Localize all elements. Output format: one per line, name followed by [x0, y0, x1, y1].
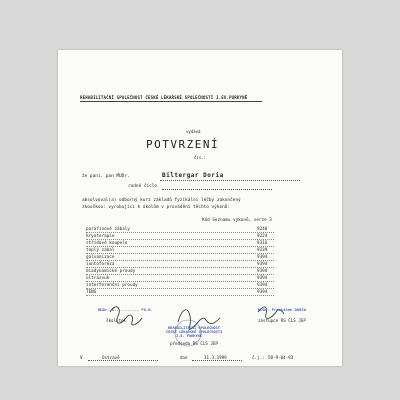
procedure-name: interferenční proudy [86, 283, 138, 288]
center-stamp-line-2: ČESKÉ LÉKAŘSKÉ SPOLEČNOSTI [166, 330, 223, 334]
right-stamp-text: MUDr. František DORIA [258, 307, 307, 312]
document-title: POTVRZENÍ [146, 138, 220, 151]
procedure-name: iontoforéza [86, 262, 115, 267]
paragraph-line-2: zkouškou: vyrobující k úkolům v provádění těchto výkonů: [82, 205, 231, 210]
procedure-name: teplý zábal [86, 248, 115, 253]
right-signature-label: zástupce RS ČLS JEP [258, 318, 306, 323]
center-stamp-line-1: REHABILITAČNÍ SPOLEČNOST [168, 326, 220, 330]
reference-value: 50-9-04-93 [268, 355, 294, 360]
procedure-code: 9394 [257, 276, 268, 281]
center-stamp-line-3: J.E. PURKYNĚ [176, 334, 202, 338]
birth-number-label: rodné číslo [128, 184, 158, 189]
procedure-code: 9394 [257, 290, 268, 295]
date-value: 31.3.1999 [204, 355, 227, 360]
left-stamp-text: MUDr. K.........., Ph.D. [98, 307, 153, 312]
place-value: Ostravě [102, 355, 120, 360]
procedure-name: TENS [86, 290, 97, 295]
document-header: REHABILITAČNÍ SPOLEČNOST ČESKÉ LÉKAŘSKÉ SPOLEČNOSTI J.EV.PURKYNĚ [80, 95, 248, 100]
procedure-code: 9224 [257, 234, 268, 239]
procedure-code: 9394 [257, 283, 268, 288]
procedure-name: parafínové zábaly [86, 227, 130, 232]
procedure-name: diadynamické proudy [86, 269, 136, 274]
procedure-code: 9316 [257, 241, 268, 246]
procedure-name: střídavé koupele [86, 241, 128, 246]
number-label: čís.: [194, 155, 207, 160]
recipient-name: Biltergar Doria [162, 172, 224, 179]
left-signature-label: školitel [106, 318, 127, 323]
procedure-name: galvanizace [86, 255, 115, 260]
procedure-code: 9394 [257, 269, 268, 274]
place-label: V [80, 355, 83, 360]
procedure-code: 9394 [257, 262, 268, 267]
place-underline [88, 360, 158, 361]
reference-label: č.j.: [252, 355, 265, 360]
paragraph-line-1: absolvoval(a) odborný kurz základů fyzikální léčby zakončený [82, 198, 241, 203]
recipient-prefix: že paní, pan MUDr. [82, 174, 130, 179]
procedure-code: 9394 [257, 255, 268, 260]
procedure-code: 9240 [257, 227, 268, 232]
procedure-name: kryoterapie [86, 234, 115, 239]
procedure-code: 9239 [257, 248, 268, 253]
date-label: dne [180, 355, 188, 360]
table-header: Kód Seznamu výkonů, verze 3 [202, 218, 272, 223]
certificate-page [58, 50, 342, 366]
procedure-name: ultrazvuk [86, 276, 110, 281]
date-underline [192, 360, 242, 361]
center-signature-label: předseda RS ČLS JEP [170, 341, 218, 346]
issued-label: vydává [186, 129, 201, 134]
